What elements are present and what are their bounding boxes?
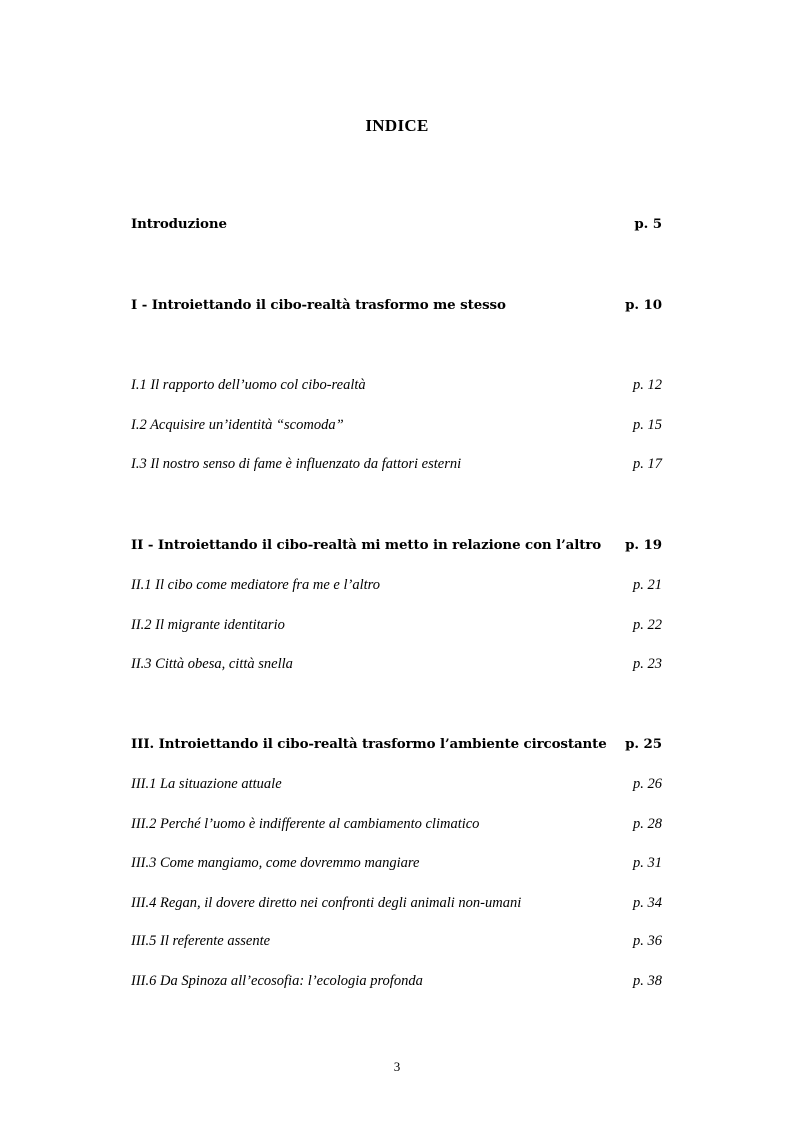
toc-chapter-1[interactable] — [131, 297, 662, 313]
toc-section-1-3[interactable] — [131, 456, 662, 473]
toc-entry-page: p. 17 — [633, 456, 662, 472]
toc-entry-page: p. 22 — [633, 617, 662, 633]
toc-entry-label: Introduzione — [131, 216, 227, 232]
toc-entry-page: p. 23 — [633, 656, 662, 672]
toc-entry-page: p. 38 — [633, 973, 662, 989]
toc-section-2-3[interactable] — [131, 656, 662, 673]
toc-entry-label: II.1 Il cibo come mediatore fra me e l’altro — [131, 577, 380, 593]
toc-section-3-6[interactable] — [131, 973, 662, 990]
toc-section-2-1[interactable] — [131, 577, 662, 594]
toc-entry-label: I - Introiettando il cibo-realtà trasformo me stesso — [131, 297, 506, 313]
toc-entry-page: p. 12 — [633, 377, 662, 393]
toc-entry-page: p. 15 — [633, 417, 662, 433]
footer-page-number: 3 — [393, 1059, 401, 1074]
toc-entry-label: III.2 Perché l’uomo è indifferente al cambiamento climatico — [131, 816, 480, 832]
toc-entry-label: III.6 Da Spinoza all’ecosofia: l’ecologia profonda — [131, 973, 423, 989]
toc-chapter-3[interactable] — [131, 736, 662, 752]
toc-section-3-1[interactable] — [131, 776, 662, 793]
toc-entry-page: p. 34 — [633, 895, 662, 911]
toc-entry-page: p. 28 — [633, 816, 662, 832]
toc-entry-label: III.4 Regan, il dovere diretto nei confronti degli animali non-umani — [131, 895, 522, 911]
toc-entry-label: II.3 Città obesa, città snella — [131, 656, 293, 672]
toc-entry-label: III.3 Come mangiamo, come dovremmo mangiare — [131, 855, 420, 871]
toc-section-3-2[interactable] — [131, 816, 662, 833]
toc-entry-label: I.1 Il rapporto dell’uomo col cibo-realtà — [131, 377, 366, 393]
toc-entry-page: p. 26 — [633, 776, 662, 792]
toc-entry-label: I.3 Il nostro senso di fame è influenzato da fattori esterni — [131, 456, 462, 472]
toc-section-1-1[interactable] — [131, 377, 662, 394]
toc-entry-page: p. 10 — [625, 297, 662, 313]
toc-entry-page: p. 21 — [633, 577, 662, 593]
toc-entry-introduzione[interactable] — [131, 216, 662, 232]
toc-entry-label: III. Introiettando il cibo-realtà trasformo l’ambiente circostante — [131, 736, 607, 752]
toc-entry-page: p. 31 — [633, 855, 662, 871]
page-title: INDICE — [365, 116, 429, 135]
toc-section-2-2[interactable] — [131, 617, 662, 634]
toc-entry-page: p. 5 — [634, 216, 662, 232]
toc-entry-label: III.5 Il referente assente — [131, 933, 271, 949]
toc-entry-page: p. 25 — [625, 736, 662, 752]
toc-chapter-2[interactable] — [131, 537, 662, 553]
toc-entry-page: p. 19 — [625, 537, 662, 553]
toc-entry-label: I.2 Acquisire un’identità “scomoda” — [131, 417, 344, 433]
toc-entry-page: p. 36 — [633, 933, 662, 949]
toc-entry-label: II - Introiettando il cibo-realtà mi metto in relazione con l’altro — [131, 537, 602, 553]
toc-section-1-2[interactable] — [131, 417, 662, 434]
toc-entry-label: III.1 La situazione attuale — [131, 776, 282, 792]
toc-section-3-5[interactable] — [131, 933, 662, 950]
toc-section-3-3[interactable] — [131, 855, 662, 872]
toc-section-3-4[interactable] — [131, 895, 662, 912]
toc-entry-label: II.2 Il migrante identitario — [131, 617, 285, 633]
